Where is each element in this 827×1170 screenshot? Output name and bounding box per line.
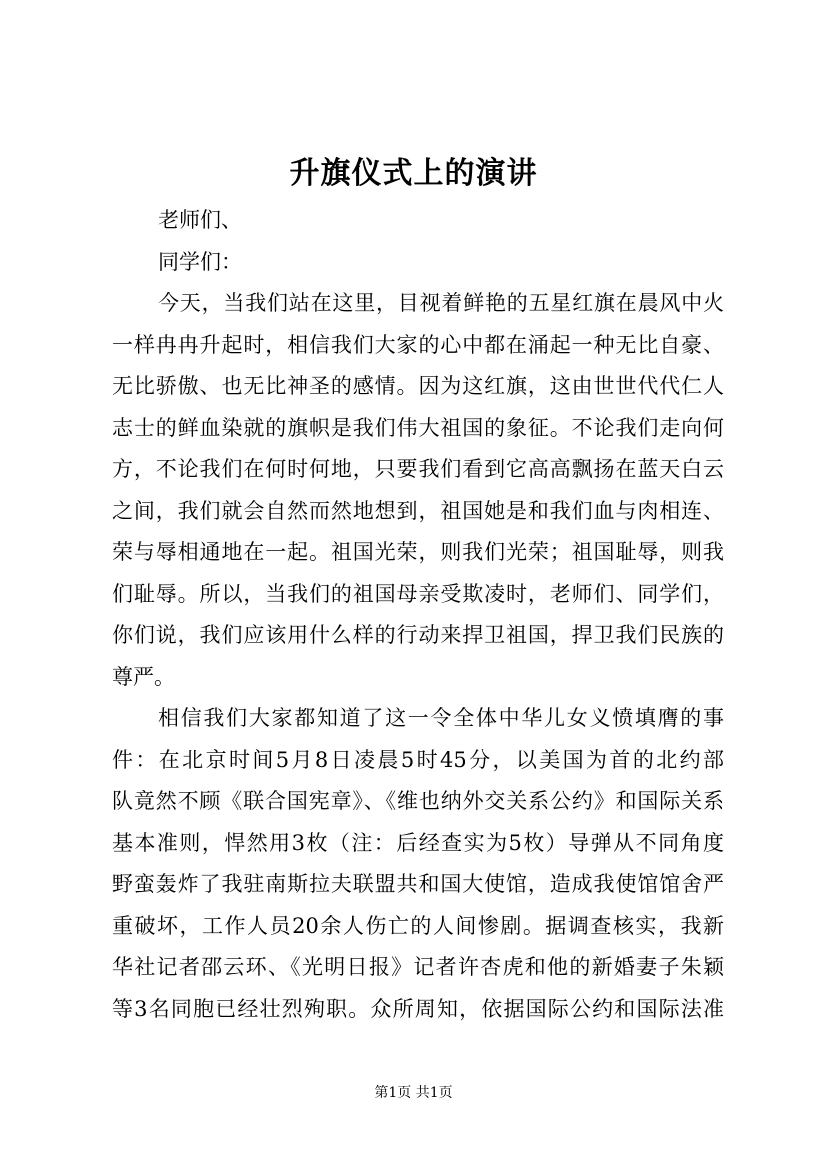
- greeting-line: 老师们、: [158, 208, 242, 232]
- paragraph-line: 今天，当我们站在这里，目视着鲜艳的五星红旗在晨风中火: [158, 291, 724, 315]
- paragraph-line: 野蛮轰炸了我驻南斯拉夫联盟共和国大使馆，造成我使馆馆舍严: [112, 872, 724, 896]
- paragraph-line: 件：在北京时间5月8日凌晨5时45分，以美国为首的北约部: [112, 747, 724, 772]
- paragraph-line: 尊严。: [112, 664, 175, 689]
- paragraph-line: 之间，我们就会自然而然地想到，祖国她是和我们血与肉相连、: [112, 498, 724, 523]
- paragraph-line: 基本准则，悍然用3枚（注：后经查实为5枚）导弹从不同角度: [112, 830, 724, 855]
- paragraph-line: 荣与辱相通地在一起。祖国光荣，则我们光荣；祖国耻辱，则我: [112, 540, 724, 564]
- paragraph-line: 队竟然不顾《联合国宪章》、《维也纳外交关系公约》和国际关系: [112, 789, 724, 813]
- paragraph-line: 无比骄傲、也无比神圣的感情。因为这红旗，这由世世代代仁人: [112, 374, 724, 398]
- paragraph-line: 方，不论我们在何时何地，只要我们看到它高高飘扬在蓝天白云: [112, 457, 724, 481]
- paragraph-line: 一样冉冉升起时，相信我们大家的心中都在涌起一种无比自豪、: [112, 332, 724, 357]
- paragraph-line: 志士的鲜血染就的旗帜是我们伟大祖国的象征。不论我们走向何: [112, 415, 724, 440]
- paragraph-2: [112, 698, 724, 1030]
- greeting-line: 同学们：: [158, 249, 242, 274]
- paragraph-line: 相信我们大家都知道了这一令全体中华儿女义愤填膺的事: [158, 706, 724, 730]
- document-title: 升旗仪式上的演讲: [289, 156, 538, 191]
- paragraph-line: 你们说，我们应该用什么样的行动来捍卫祖国，捍卫我们民族的: [112, 623, 724, 647]
- paragraph-line: 华社记者邵云环、《光明日报》记者许杏虎和他的新婚妻子朱颖: [112, 955, 724, 979]
- paragraph-line: 们耻辱。所以，当我们的祖国母亲受欺凌时，老师们、同学们，: [112, 581, 724, 606]
- paragraph-line: 等3名同胞已经壮烈殉职。众所周知，依据国际公约和国际法准: [112, 996, 724, 1021]
- page-footer: 第1页 共1页: [374, 1085, 453, 1101]
- document-body: [112, 200, 724, 1030]
- paragraph-line: 重破坏，工作人员20余人伤亡的人间惨剧。据调查核实，我新: [112, 913, 724, 938]
- paragraph-1: [112, 283, 724, 698]
